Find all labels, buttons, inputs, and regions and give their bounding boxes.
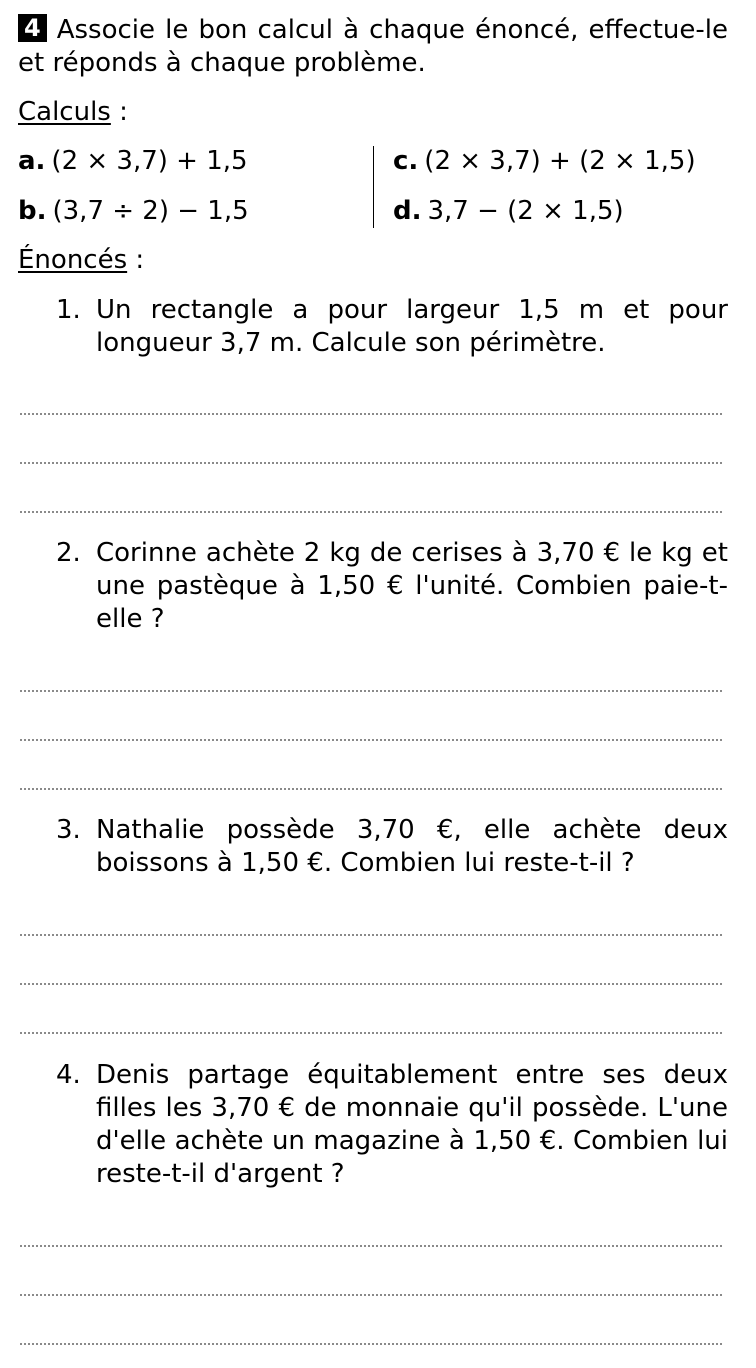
problem-number: 2. — [56, 538, 81, 568]
answer-line[interactable] — [20, 690, 722, 692]
calcul-letter: b. — [18, 196, 47, 226]
calcul-c — [393, 145, 696, 177]
calcul-expression: 3,7 − (2 × 1,5) — [427, 196, 624, 226]
exercise-sheet — [18, 0, 728, 1368]
calcul-d — [393, 195, 624, 227]
calcul-letter: c. — [393, 146, 419, 176]
problem-number: 1. — [56, 295, 81, 325]
calcul-expression: (3,7 ÷ 2) − 1,5 — [52, 196, 249, 226]
enonces-title: Énoncés — [18, 245, 128, 275]
problem-1 — [56, 294, 728, 360]
exercise-number-badge: 4 — [18, 14, 47, 42]
calcul-letter: d. — [393, 196, 422, 226]
problem-text: Corinne achète 2 kg de cerises à 3,70 € le kg et une pastèque à 1,50 € l'unité. Combien paie-t-elle ? — [96, 538, 728, 634]
answer-line[interactable] — [20, 1343, 722, 1345]
enonces-heading — [18, 244, 144, 276]
calculs-title: Calculs — [18, 97, 111, 127]
problem-3 — [56, 814, 728, 880]
answer-line[interactable] — [20, 739, 722, 741]
problem-2 — [56, 537, 728, 636]
exercise-instruction: Associe le bon calcul à chaque énoncé, effectue-le et réponds à chaque problème. — [18, 15, 728, 78]
column-divider — [373, 146, 374, 228]
answer-line[interactable] — [20, 983, 722, 985]
exercise-instruction-block — [18, 14, 728, 80]
answer-line[interactable] — [20, 1294, 722, 1296]
problem-number: 3. — [56, 815, 81, 845]
problem-text: Nathalie possède 3,70 €, elle achète deux boissons à 1,50 €. Combien lui reste-t-il ? — [96, 815, 728, 878]
calcul-expression: (2 × 3,7) + 1,5 — [51, 146, 248, 176]
enonces-colon: : — [135, 245, 145, 275]
calcul-b — [18, 195, 249, 227]
answer-line[interactable] — [20, 511, 722, 513]
problem-4 — [56, 1059, 728, 1191]
answer-line[interactable] — [20, 788, 722, 790]
problem-number: 4. — [56, 1060, 81, 1090]
problem-text: Un rectangle a pour largeur 1,5 m et pour longueur 3,7 m. Calcule son périmètre. — [96, 295, 728, 358]
answer-line[interactable] — [20, 413, 722, 415]
calcul-a — [18, 145, 248, 177]
problem-text: Denis partage équitablement entre ses deux filles les 3,70 € de monnaie qu'il possède. L'une d'elle achète un magazine à 1,50 €. Combien lui reste-t-il d'argent ? — [96, 1060, 728, 1189]
calculs-heading — [18, 96, 128, 128]
answer-line[interactable] — [20, 1032, 722, 1034]
calculs-colon: : — [119, 97, 128, 127]
answer-line[interactable] — [20, 934, 722, 936]
calcul-expression: (2 × 3,7) + (2 × 1,5) — [424, 146, 696, 176]
calcul-letter: a. — [18, 146, 46, 176]
answer-line[interactable] — [20, 1245, 722, 1247]
answer-line[interactable] — [20, 462, 722, 464]
